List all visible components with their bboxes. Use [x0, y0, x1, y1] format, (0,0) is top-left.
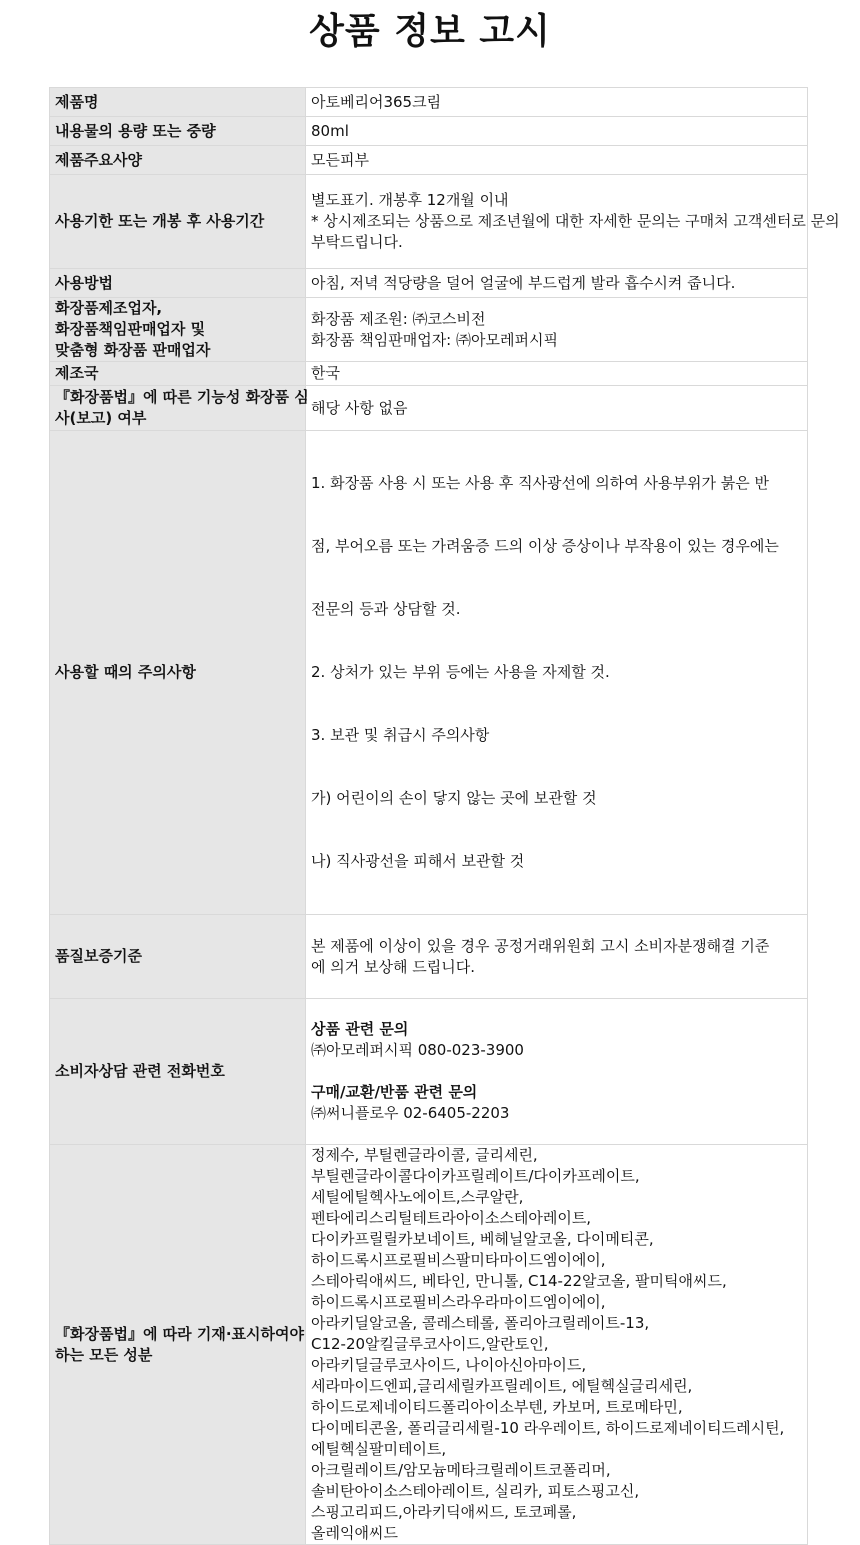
text-line: 화장품 제조원: ㈜코스비전 — [311, 309, 486, 328]
text-line: 펜타에리스리틸테트라아이소스테아레이트, — [311, 1209, 592, 1227]
label-product-name — [50, 88, 306, 117]
text-line: 하이드록시프로필비스라우라마이드엠이에이, — [311, 1293, 606, 1311]
text-line: * 상시제조되는 상품으로 제조년월에 대한 자세한 문의는 구매처 고객센터로 문의 — [311, 212, 840, 230]
text-line: 올레익애씨드 — [311, 1524, 398, 1542]
text-line: 품질보증기준 — [55, 947, 142, 965]
text-line: 맞춤형 화장품 판매업자 — [55, 341, 211, 359]
value-caution — [306, 431, 808, 915]
text-line: C12-20알킬글루코사이드,알란토인, — [311, 1335, 549, 1353]
row-volume — [50, 117, 808, 146]
text-line: 제품명 — [55, 92, 99, 111]
text-line: 아크릴레이트/암모늄메타크릴레이트코폴리머, — [311, 1461, 611, 1479]
text-line: 아토베리어365크림 — [311, 92, 442, 111]
value-functional — [306, 386, 808, 431]
row-country — [50, 362, 808, 386]
text-line: 에틸헥실팔미테이트, — [311, 1440, 447, 1458]
text-line: 정제수, 부틸렌글라이콜, 글리세린, — [311, 1146, 538, 1164]
value-usage — [306, 269, 808, 298]
row-contact — [50, 999, 808, 1145]
text-line: 사용기한 또는 개봉 후 사용기간 — [55, 212, 265, 230]
page-title: 상품 정보 고시 — [309, 11, 551, 52]
label-contact — [50, 999, 306, 1145]
text-line: 가) 어린이의 손이 닿지 않는 곳에 보관할 것 — [311, 789, 597, 807]
row-quality — [50, 915, 808, 999]
text-line: 소비자상담 관련 전화번호 — [55, 1062, 225, 1080]
text-line: 3. 보관 및 취급시 주의사항 — [311, 726, 490, 744]
text-line: 스핑고리피드,아라키딕애씨드, 토코페롤, — [311, 1503, 577, 1521]
label-quality — [50, 915, 306, 999]
text-line: 『화장품법』에 따라 기재·표시하여야 — [55, 1324, 305, 1343]
value-country — [306, 362, 808, 386]
product-info-table — [49, 87, 840, 1545]
text-line: 내용물의 용량 또는 중량 — [55, 121, 216, 140]
row-usage — [50, 269, 808, 298]
label-country — [50, 362, 306, 386]
text-line: 80ml — [311, 121, 349, 140]
value-ingredients — [306, 1145, 808, 1545]
text-line: 솔비탄아이소스테아레이트, 실리카, 피토스핑고신, — [311, 1482, 640, 1500]
text-line: 하이드로제네이티드폴리아이소부텐, 카보머, 트로메타민, — [311, 1398, 683, 1416]
text-line: 1. 화장품 사용 시 또는 사용 후 직사광선에 의하여 사용부위가 붉은 반 — [311, 474, 769, 492]
value-expiry — [306, 175, 840, 269]
label-ingredients — [50, 1145, 306, 1545]
text-line: 해당 사항 없음 — [311, 398, 408, 417]
text-line: 아라키딜알코올, 콜레스테롤, 폴리아크릴레이트-13, — [311, 1314, 650, 1332]
contact-exchange-phone: ㈜써니플로우 02-6405-2203 — [311, 1104, 510, 1122]
text-line: 에 의거 보상해 드립니다. — [311, 957, 475, 976]
value-manufacturer — [306, 298, 808, 362]
text-line: 다이메티콘올, 폴리글리세릴-10 라우레이트, 하이드로제네이티드레시틴, — [311, 1419, 785, 1437]
text-line: 아침, 저녁 적당량을 덜어 얼굴에 부드럽게 발라 흡수시켜 줍니다. — [311, 273, 736, 292]
text-line: 『화장품법』에 따른 기능성 화장품 심 — [55, 388, 309, 406]
row-product-name — [50, 88, 808, 117]
text-line: 별도표기. 개봉후 12개월 이내 — [311, 191, 509, 209]
text-line: 화장품제조업자, — [55, 299, 163, 317]
label-usage — [50, 269, 306, 298]
text-line: 한국 — [311, 364, 340, 382]
text-line: 아라키딜글루코사이드, 나이아신아마이드, — [311, 1356, 587, 1374]
text-line: 세라마이드엔피,글리세릴카프릴레이트, 에틸헥실글리세린, — [311, 1377, 693, 1395]
label-functional — [50, 386, 309, 431]
text-line: 모든피부 — [311, 150, 369, 169]
label-caution — [50, 431, 306, 915]
text-line: 사용할 때의 주의사항 — [55, 663, 196, 681]
contact-heading-product: 상품 관련 문의 — [311, 1020, 409, 1038]
text-line: 사용방법 — [55, 273, 113, 292]
row-manufacturer — [50, 298, 808, 362]
label-expiry — [50, 175, 306, 269]
text-line: 전문의 등과 상담할 것. — [311, 600, 461, 618]
row-ingredients — [50, 1145, 808, 1545]
row-expiry — [50, 175, 808, 269]
text-line: 2. 상처가 있는 부위 등에는 사용을 자제할 것. — [311, 663, 610, 681]
text-line: 부탁드립니다. — [311, 233, 403, 251]
text-line: 사(보고) 여부 — [55, 409, 147, 427]
text-line: 점, 부어오름 또는 가려움증 드의 이상 증상이나 부작용이 있는 경우에는 — [311, 537, 779, 555]
text-line: 제조국 — [55, 364, 99, 382]
row-spec — [50, 146, 808, 175]
text-line: 하이드록시프로필비스팔미타마이드엠이에이, — [311, 1251, 606, 1269]
text-line: 세틸에틸헥사노에이트,스쿠알란, — [311, 1188, 524, 1206]
label-spec — [50, 146, 306, 175]
text-line: 스테아릭애씨드, 베타인, 만니톨, C14-22알코올, 팔미틱애씨드, — [311, 1272, 727, 1290]
value-product-name — [306, 88, 808, 117]
text-line: 화장품책임판매업자 및 — [55, 320, 206, 338]
text-line: 다이카프릴릴카보네이트, 베헤닐알코올, 다이메티콘, — [311, 1230, 654, 1248]
row-caution — [50, 431, 808, 915]
value-quality — [306, 915, 808, 999]
row-functional — [50, 386, 808, 431]
contact-product-phone: ㈜아모레퍼시픽 080-023-3900 — [311, 1041, 524, 1059]
text-line: 본 제품에 이상이 있을 경우 공정거래위원회 고시 소비자분쟁해결 기준 — [311, 936, 770, 955]
value-spec — [306, 146, 808, 175]
value-contact — [306, 999, 808, 1145]
value-volume — [306, 117, 808, 146]
contact-heading-exchange: 구매/교환/반품 관련 문의 — [311, 1083, 478, 1101]
text-line: 하는 모든 성분 — [55, 1345, 153, 1364]
label-volume — [50, 117, 306, 146]
text-line: 나) 직사광선을 피해서 보관할 것 — [311, 852, 525, 870]
label-manufacturer — [50, 298, 306, 362]
text-line: 제품주요사양 — [55, 150, 142, 169]
text-line: 화장품 책임판매업자: ㈜아모레퍼시픽 — [311, 330, 558, 349]
text-line: 부틸렌글라이콜다이카프릴레이트/다이카프레이트, — [311, 1167, 640, 1185]
